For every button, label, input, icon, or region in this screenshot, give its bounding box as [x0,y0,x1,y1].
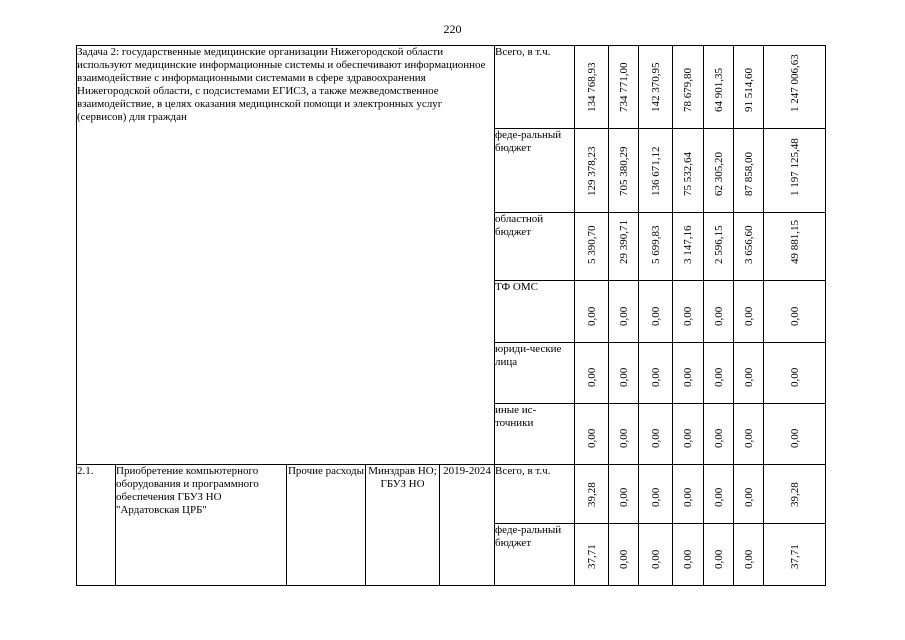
value: 0,00 [682,367,694,387]
funding-source: областной бюджет [495,213,575,281]
budget-table [76,45,826,586]
value: 0,00 [682,487,694,507]
value: 0,00 [682,306,694,326]
value: 0,00 [788,306,801,326]
value: 0,00 [742,367,755,387]
value: 0,00 [682,549,694,569]
value: 734 771,00 [617,62,630,112]
value: 5 699,83 [649,225,662,264]
funding-source: иные ис-точники [495,404,575,465]
funding-source: феде-ральный бюджет [495,129,575,213]
value: 0,00 [712,428,725,448]
value: 0,00 [682,428,694,448]
value: 0,00 [585,367,598,387]
value: 62 305,20 [712,152,725,196]
expense-type: Прочие расходы [287,465,366,586]
value: 29 390,71 [617,220,630,264]
value: 0,00 [742,428,755,448]
value: 0,00 [617,428,630,448]
value: 0,00 [617,306,630,326]
value: 5 390,70 [585,225,598,264]
value: 39,28 [788,482,801,507]
value: 37,71 [788,544,801,569]
funding-source: Всего, в т.ч. [495,46,575,129]
value: 0,00 [712,487,725,507]
funding-source: юриди-ческие лица [495,343,575,404]
value: 64 901,35 [712,68,725,112]
value: 3 656,60 [742,225,755,264]
value: 49 881,15 [788,220,801,264]
value: 705 380,29 [617,146,630,196]
value: 0,00 [742,549,755,569]
funding-source: феде-ральный бюджет [495,524,575,586]
value: 78 679,80 [682,68,694,112]
value-cell [704,46,734,129]
value: 0,00 [742,487,755,507]
value: 39,28 [585,482,598,507]
value: 0,00 [712,549,725,569]
value: 1 197 125,48 [788,138,801,196]
item-name: Приобретение компьютерного оборудования и программного обеспечения ГБУЗ НО "Ардатовская ЦРБ" [116,465,287,586]
value: 0,00 [788,367,801,387]
value: 0,00 [649,428,662,448]
funding-source: ТФ ОМС [495,281,575,343]
value: 75 532,64 [682,152,694,196]
value: 1 247 006,63 [788,54,801,112]
value: 0,00 [617,549,630,569]
funding-source: Всего, в т.ч. [495,465,575,524]
value-cell [734,46,764,129]
value: 0,00 [649,549,662,569]
value-cell [673,46,704,129]
value: 0,00 [788,428,801,448]
table-row [77,46,826,129]
period: 2019-2024 [440,465,495,586]
value-cell [764,46,826,129]
item-number: 2.1. [77,465,116,586]
value: 0,00 [649,367,662,387]
value: 142 370,95 [649,62,662,112]
value: 87 858,00 [742,152,755,196]
value: 91 514,60 [742,68,755,112]
task-description: Задача 2: государственные медицинские организации Нижегородской области используют медицинские информационные системы и обеспечивают информационное взаимодействие с информационными системами в сфере здравоохранения Нижегородской области, с подсистемами ЕГИСЗ, а также межведомственное взаимодействие, в целях оказания медицинской помощи и электронных услуг (сервисов) для граждан [77,46,495,465]
value: 37,71 [585,544,598,569]
value: 0,00 [617,487,630,507]
value: 0,00 [585,428,598,448]
value: 136 671,12 [649,146,662,196]
value-cell [575,46,609,129]
value: 0,00 [649,306,662,326]
table-row [77,465,826,524]
value: 0,00 [712,367,725,387]
value: 0,00 [617,367,630,387]
executor: Минздрав НО; ГБУЗ НО [366,465,440,586]
value: 134 768,93 [585,62,598,112]
value: 0,00 [649,487,662,507]
value: 0,00 [585,306,598,326]
value: 0,00 [742,306,755,326]
value: 129 378,23 [585,146,598,196]
page-number: 220 [443,22,462,36]
value: 3 147,16 [682,225,694,264]
value-cell [639,46,673,129]
value-cell [609,46,639,129]
value: 2 596,15 [712,225,725,264]
value: 0,00 [712,306,725,326]
